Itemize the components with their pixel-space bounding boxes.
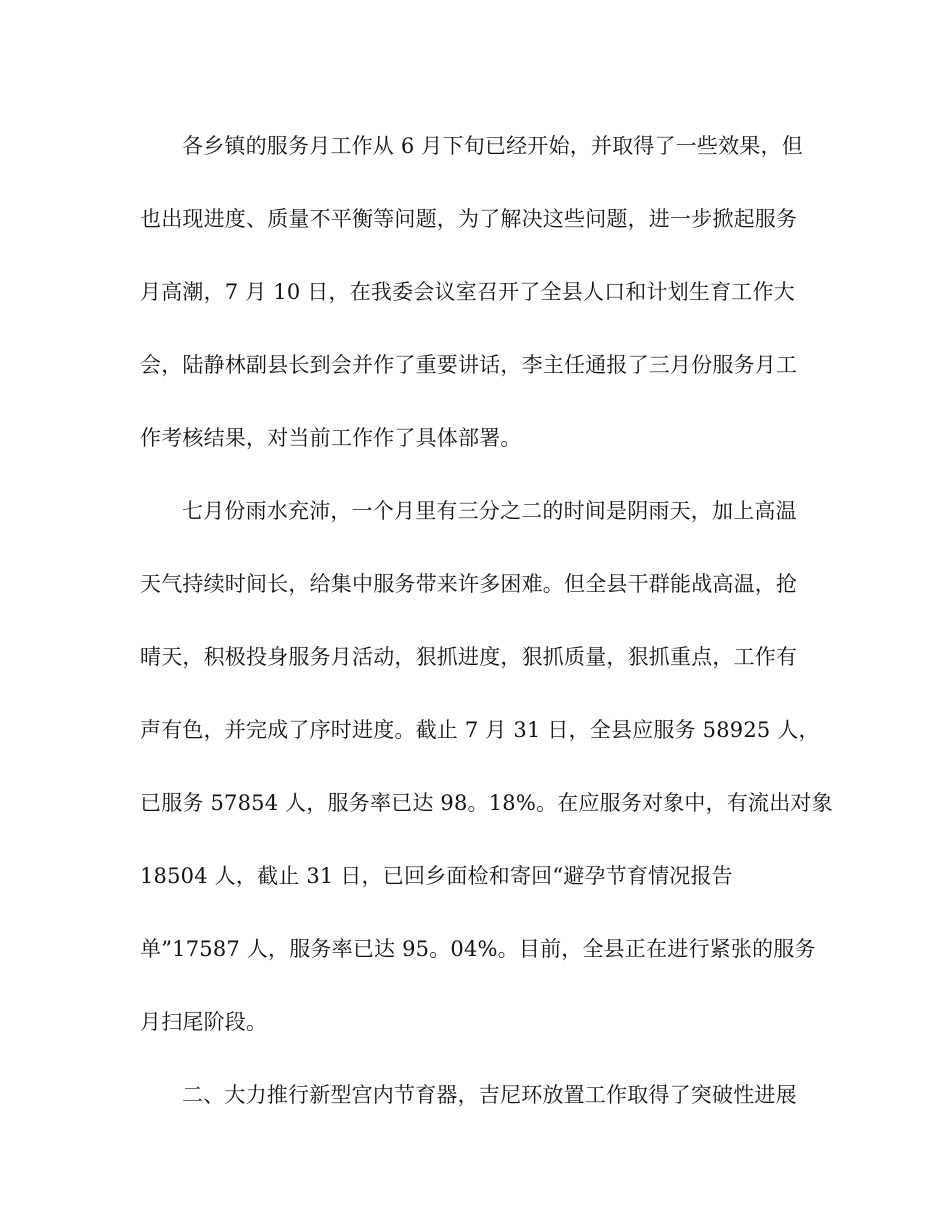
paragraph-2-line-5: 已服务 57854 人，服务率已达 98。18%。在应服务对象中，有流出对象 — [140, 791, 833, 815]
paragraph-2-line-4: 声有色，并完成了序时进度。截止 7 月 31 日，全县应服务 58925 人， — [140, 718, 820, 742]
paragraph-1-line-5: 作考核结果，对当前工作作了具体部署。 — [140, 426, 522, 450]
paragraph-1-line-4: 会，陆静林副县长到会并作了重要讲话，李主任通报了三月份服务月工 — [140, 353, 798, 377]
paragraph-1-line-2: 也出现进度、质量不平衡等问题，为了解决这些问题，进一步掀起服务 — [140, 207, 798, 231]
paragraph-2-line-6: 18504 人，截止 31 日，已回乡面检和寄回“避孕节育情况报告 — [140, 864, 733, 888]
section-heading: 二、大力推行新型宫内节育器，吉尼环放置工作取得了突破性进展 — [182, 1083, 797, 1107]
paragraph-2-line-2: 天气持续时间长，给集中服务带来许多困难。但全县干群能战高温，抢 — [140, 572, 798, 596]
paragraph-2-line-7: 单”17587 人，服务率已达 95。04%。目前，全县正在进行紧张的服务 — [140, 937, 816, 961]
paragraph-1-line-3: 月高潮，7 月 10 日，在我委会议室召开了全县人口和计划生育工作大 — [140, 280, 795, 304]
paragraph-2-line-8: 月扫尾阶段。 — [140, 1010, 268, 1034]
paragraph-2-line-1: 七月份雨水充沛，一个月里有三分之二的时间是阴雨天，加上高温 — [182, 499, 797, 523]
paragraph-1-line-1: 各乡镇的服务月工作从 6 月下旬已经开始，并取得了一些效果，但 — [182, 134, 803, 158]
paragraph-2-line-3: 晴天，积极投身服务月活动，狠抓进度，狠抓质量，狠抓重点，工作有 — [140, 645, 798, 669]
